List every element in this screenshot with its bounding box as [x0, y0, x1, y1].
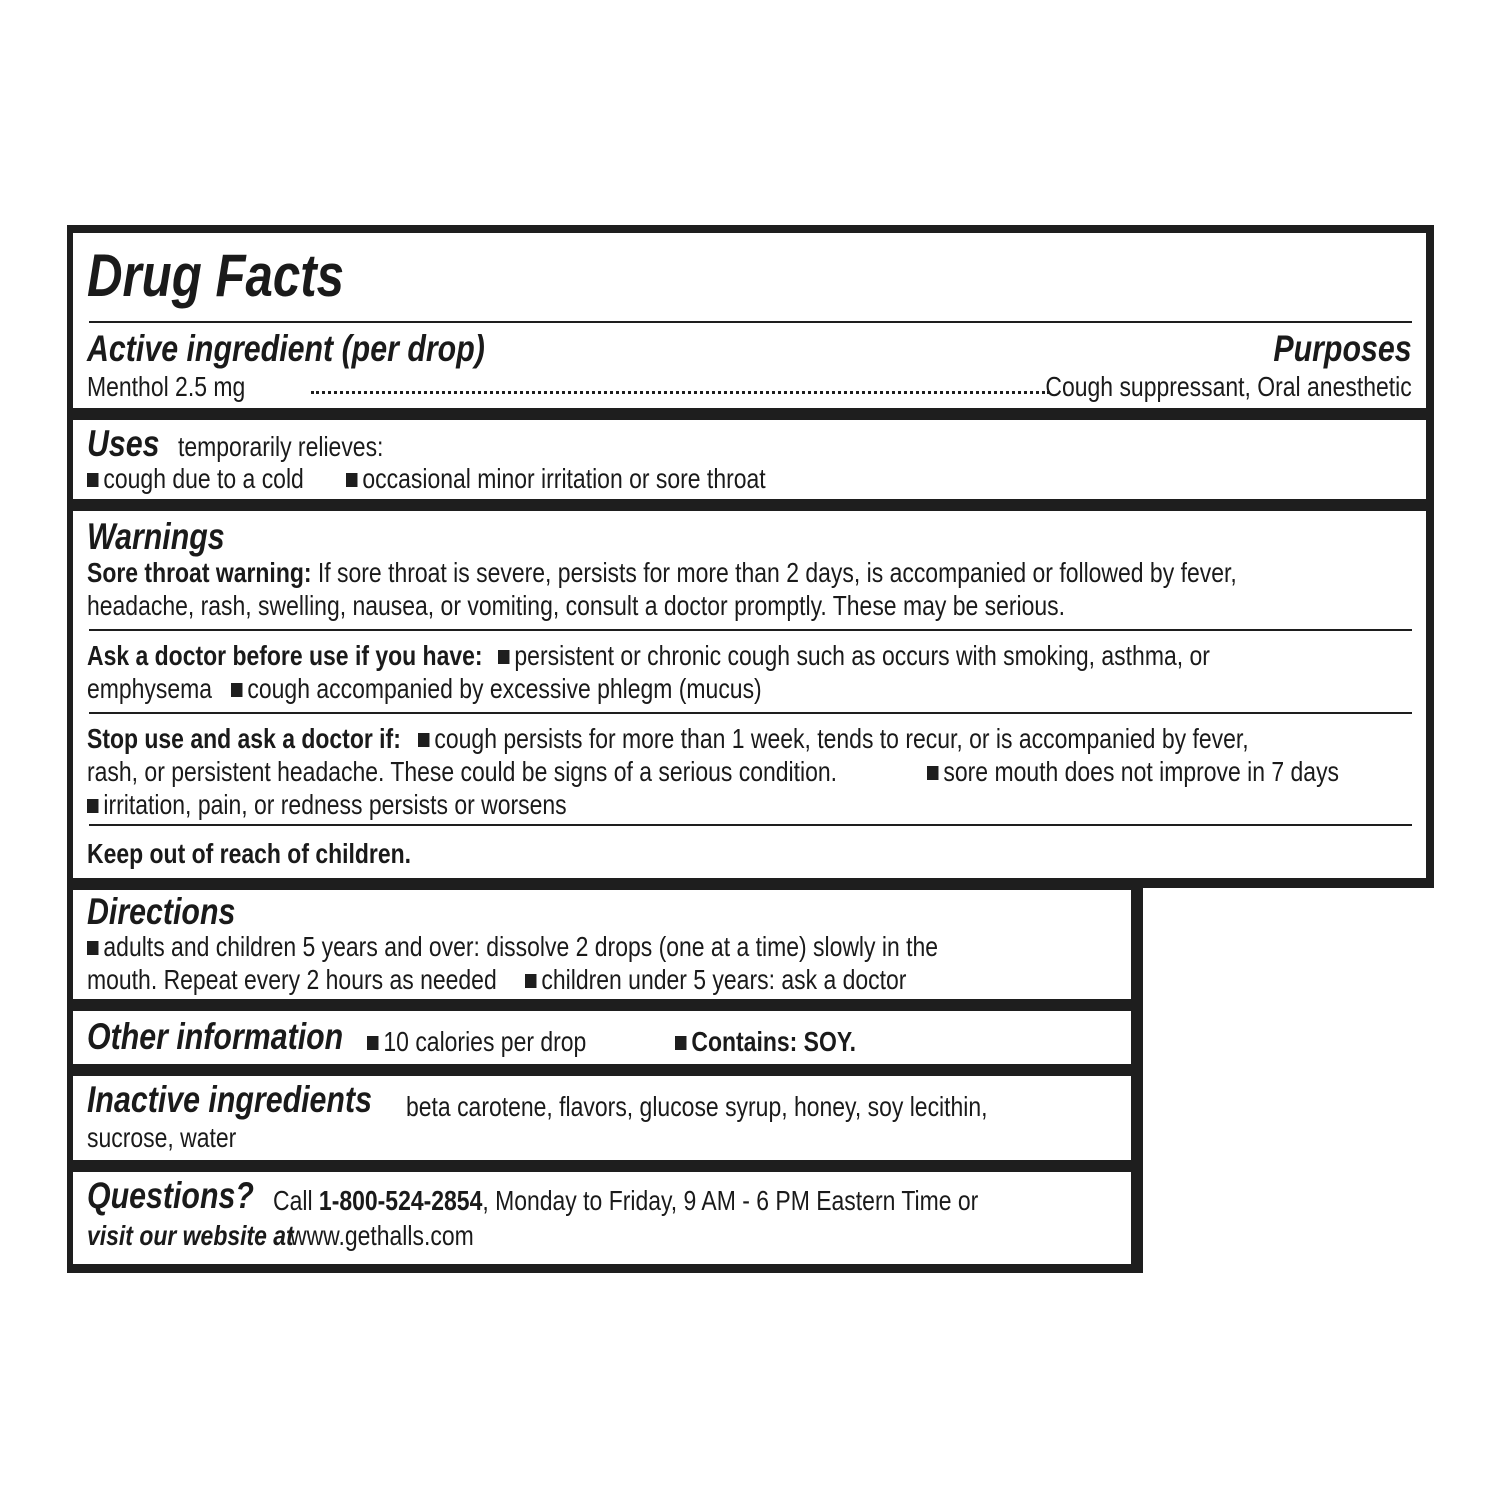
drug-facts-title: Drug Facts	[87, 242, 344, 309]
divider	[89, 321, 1412, 323]
divider	[89, 629, 1412, 631]
uses-heading: Uses	[87, 423, 160, 464]
other-info-item-1: 10 calories per drop	[383, 1026, 587, 1057]
other-info-item-2: Contains: SOY.	[691, 1026, 856, 1057]
directions-item-1-cont: mouth. Repeat every 2 hours as needed	[87, 964, 497, 995]
label-notch	[1143, 888, 1434, 1273]
directions-box	[73, 890, 1131, 999]
bullet-icon	[525, 974, 536, 988]
bullet-icon	[87, 941, 98, 955]
ask-doctor-item-1: persistent or chronic cough such as occurs with smoking, asthma, or	[514, 640, 1210, 671]
questions-phone[interactable]: 1-800-524-2854	[318, 1185, 483, 1216]
questions-box	[73, 1172, 1131, 1264]
inactive-ingredients-heading: Inactive ingredients	[87, 1079, 372, 1120]
other-information-box	[73, 1011, 1131, 1064]
bullet-icon	[418, 733, 429, 747]
warnings-heading: Warnings	[87, 516, 225, 557]
bullet-icon	[675, 1036, 686, 1050]
bullet-icon	[231, 683, 242, 697]
questions-hours: , Monday to Friday, 9 AM - 6 PM Eastern Time or	[482, 1185, 979, 1216]
ask-doctor-item-2: cough accompanied by excessive phlegm (mucus)	[247, 673, 762, 704]
questions-heading: Questions?	[87, 1175, 254, 1216]
stop-use-item-3: irritation, pain, or redness persists or worsens	[103, 789, 567, 820]
ask-doctor-item-1-cont: emphysema	[87, 673, 213, 704]
bullet-icon	[87, 473, 98, 487]
ask-doctor-label: Ask a doctor before use if you have:	[87, 640, 483, 671]
sore-throat-text-2: headache, rash, swelling, nausea, or vomiting, consult a doctor promptly. These may be serious.	[87, 590, 1066, 621]
uses-item-2: occasional minor irritation or sore throat	[362, 463, 766, 494]
bullet-icon	[346, 473, 357, 487]
bullet-icon	[498, 650, 509, 664]
active-purpose: Cough suppressant, Oral anesthetic	[1045, 371, 1412, 402]
uses-item-1: cough due to a cold	[103, 463, 304, 494]
inactive-ingredients-box	[73, 1076, 1131, 1160]
stop-use-item-2: sore mouth does not improve in 7 days	[943, 756, 1340, 787]
stop-use-item-1-cont: rash, or persistent headache. These could be signs of a serious condition.	[87, 756, 838, 787]
directions-item-1: adults and children 5 years and over: dissolve 2 drops (one at a time) slowly in the	[103, 931, 939, 962]
inactive-ingredients-text: beta carotene, flavors, glucose syrup, honey, soy lecithin,	[406, 1091, 988, 1122]
drug-facts-main-box	[73, 233, 1426, 408]
questions-website[interactable]: www.gethalls.com	[290, 1220, 474, 1251]
bullet-icon	[87, 799, 98, 813]
questions-call: Call	[273, 1185, 319, 1216]
other-information-heading: Other information	[87, 1016, 344, 1057]
divider	[89, 824, 1412, 826]
stop-use-item-1: cough persists for more than 1 week, tends to recur, or is accompanied by fever,	[434, 723, 1249, 754]
directions-heading: Directions	[87, 891, 236, 932]
directions-item-2: children under 5 years: ask a doctor	[541, 964, 907, 995]
uses-intro: temporarily relieves:	[178, 431, 384, 462]
divider	[89, 712, 1412, 714]
inactive-ingredients-text-2: sucrose, water	[87, 1122, 237, 1153]
uses-box	[73, 420, 1426, 499]
active-ingredient-heading: Active ingredient (per drop)	[87, 328, 485, 369]
dot-leader	[311, 391, 1050, 394]
questions-visit: visit our website at	[87, 1220, 294, 1251]
keep-out-warning: Keep out of reach of children.	[87, 838, 412, 869]
active-ingredient: Menthol 2.5 mg	[87, 371, 246, 402]
stop-use-label: Stop use and ask a doctor if:	[87, 723, 401, 754]
sore-throat-label: Sore throat warning:	[87, 557, 312, 588]
sore-throat-text: If sore throat is severe, persists for more than 2 days, is accompanied or followed by fever,	[311, 557, 1237, 588]
purposes-heading: Purposes	[1273, 328, 1412, 369]
warnings-box	[73, 511, 1426, 878]
bullet-icon	[927, 766, 938, 780]
bullet-icon	[367, 1036, 378, 1050]
